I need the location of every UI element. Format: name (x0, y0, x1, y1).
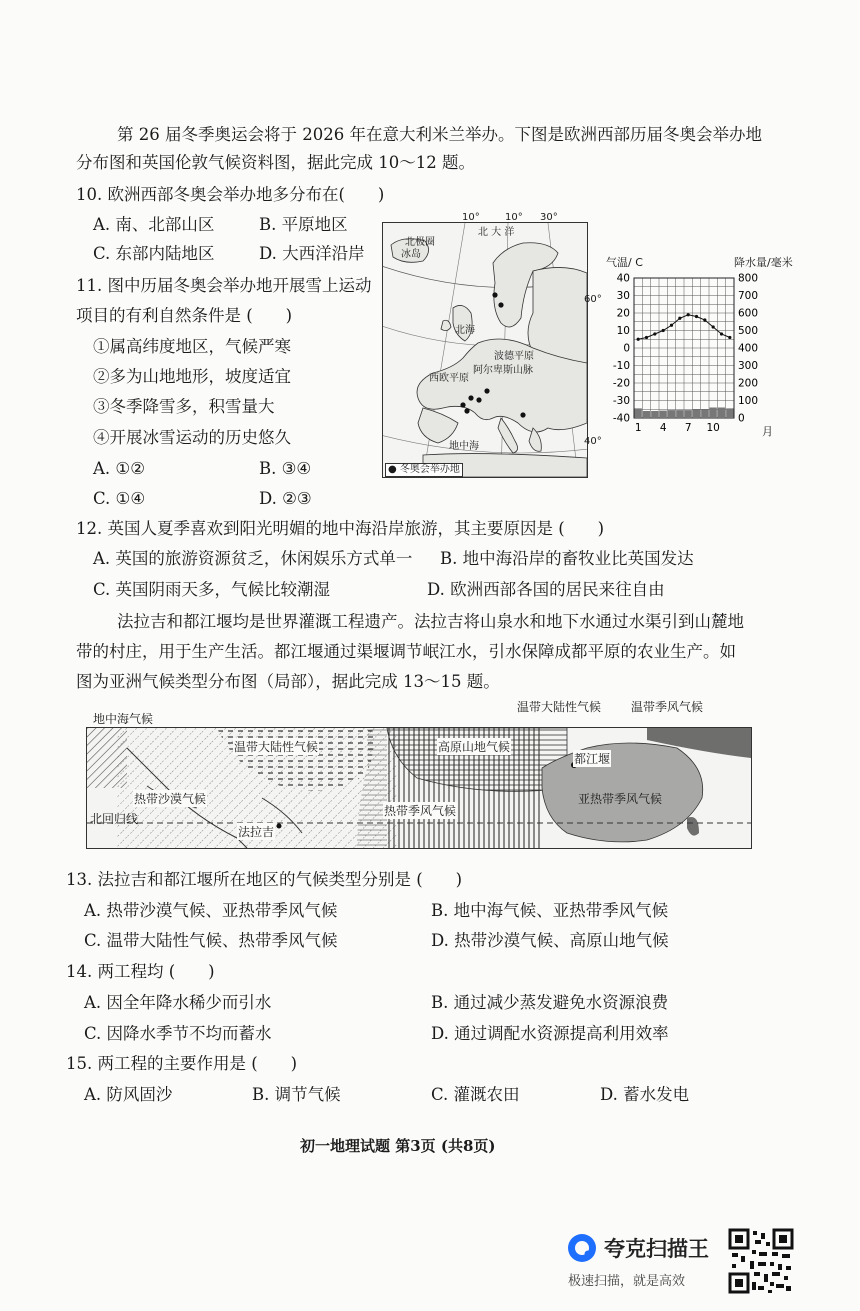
lon-label-3: 30° (540, 212, 558, 223)
temperature-point (678, 317, 681, 320)
q14-option-a[interactable]: A. 因全年降水稀少而引水 (84, 993, 272, 1012)
q10-option-b[interactable]: B. 平原地区 (259, 215, 348, 234)
q11-option-a[interactable]: A. ①② (93, 459, 145, 478)
qr-code-icon (728, 1228, 794, 1294)
temp-tick-label: 30 (616, 290, 630, 302)
label-plateau: 高原山地气候 (438, 740, 511, 754)
europe-map (382, 222, 588, 478)
q13-option-b[interactable]: B. 地中海气候、亚热带季风气候 (431, 901, 669, 920)
lat-label-40: 40° (584, 436, 602, 447)
q11-item-1: ①属高纬度地区，气候严寒 (93, 337, 291, 356)
temp-tick-label: 10 (616, 325, 630, 337)
precip-tick-label: 200 (738, 377, 759, 390)
map-label-iceland: 冰岛 (401, 249, 421, 260)
q11-stem-2: 项目的有利自然条件是 ( ) (76, 306, 293, 325)
asia-map-drawing (87, 728, 751, 848)
q15-option-b[interactable]: B. 调节气候 (252, 1085, 341, 1104)
q13-stem: 13. 法拉吉和都江堰所在地区的气候类型分别是 ( ) (66, 870, 463, 889)
map-label-polish-plain: 波德平原 (494, 351, 534, 362)
q11-option-d[interactable]: D. ②③ (259, 489, 312, 508)
precip-bar (651, 411, 658, 418)
map-label-atlantic: 北 大 洋 (478, 227, 515, 238)
label-mediterranean: 地中海气候 (93, 712, 154, 726)
page-footer: 初一地理试题 第3页 (共8页) (300, 1137, 496, 1155)
temp-tick-label: 20 (616, 307, 630, 320)
precip-tick-label: 700 (738, 290, 759, 302)
q15-option-c[interactable]: C. 灌溉农田 (431, 1085, 520, 1104)
temperature-point (720, 332, 723, 335)
chart-month-unit: 月 (762, 425, 773, 438)
label-temp-continental: 温带大陆性气候 (234, 740, 319, 754)
q10-option-a[interactable]: A. 南、北部山区 (93, 215, 215, 234)
q14-option-b[interactable]: B. 通过减少蒸发避免水资源浪费 (431, 993, 669, 1012)
map-legend: ● 冬奥会举办地 (385, 463, 463, 477)
label-desert: 热带沙漠气候 (134, 792, 207, 806)
label-dujiangyan: 都江堰 (574, 752, 611, 766)
month-tick-label: 10 (706, 422, 720, 434)
temperature-point (712, 325, 715, 328)
chart-title-precip: 降水量/毫米 (734, 256, 793, 269)
precip-tick-label: 300 (738, 360, 759, 372)
intro-line-2: 分布图和英国伦敦气候资料图，据此完成 10～12 题。 (76, 153, 475, 172)
label-tropical-monsoon: 热带季风气候 (384, 804, 457, 818)
precip-tick-label: 500 (738, 325, 759, 337)
climate-chart-svg (600, 252, 800, 442)
temperature-point (695, 315, 698, 318)
q12-stem: 12. 英国人夏季喜欢到阳光明媚的地中海沿岸旅游，其主要原因是 ( ) (76, 519, 605, 538)
temperature-point (637, 338, 640, 341)
chart-title-temp: 气温/ C (606, 256, 643, 269)
lat-label-60: 60° (584, 294, 602, 305)
precip-bar (643, 411, 650, 418)
quark-logo-icon (566, 1232, 598, 1264)
precip-bar (701, 409, 708, 418)
q11-option-c[interactable]: C. ①④ (93, 489, 146, 508)
q14-option-c[interactable]: C. 因降水季节不均而蓄水 (84, 1024, 272, 1043)
precip-tick-label: 800 (738, 272, 759, 285)
watermark-brand: 夸克扫描王 (604, 1237, 709, 1261)
q14-option-d[interactable]: D. 通过调配水资源提高利用效率 (431, 1024, 669, 1043)
map-label-arctic: 北极圈 (405, 237, 435, 248)
temperature-point (670, 324, 673, 327)
q13-option-d[interactable]: D. 热带沙漠气候、高原山地气候 (431, 931, 669, 950)
label-temp-monsoon-top: 温带季风气候 (631, 700, 704, 714)
intro-line-1: 第 26 届冬季奥运会将于 2026 年在意大利米兰举办。下图是欧洲西部历届冬奥会举办地 (117, 125, 762, 144)
q12-option-a[interactable]: A. 英国的旅游资源贫乏，休闲娱乐方式单一 (93, 549, 413, 568)
q12-option-b[interactable]: B. 地中海沿岸的畜牧业比英国发达 (440, 549, 694, 568)
map-label-med: 地中海 (449, 441, 479, 452)
month-tick-label: 1 (634, 422, 642, 434)
precip-bar (710, 408, 717, 419)
temp-tick-label: 0 (623, 342, 630, 355)
label-temp-continental-top: 温带大陆性气候 (517, 700, 602, 714)
q15-option-a[interactable]: A. 防风固沙 (84, 1085, 173, 1104)
q11-stem-1: 11. 图中历届冬奥会举办地开展雪上运动 (76, 276, 372, 295)
precip-bar (676, 410, 683, 418)
q10-option-d[interactable]: D. 大西洋沿岸 (259, 244, 365, 263)
precip-bar (685, 410, 692, 418)
month-tick-label: 7 (684, 422, 692, 434)
q11-item-3: ③冬季降雪多，积雪量大 (93, 397, 275, 416)
temperature-point (687, 313, 690, 316)
intro2-line-2: 带的村庄，用于生产生活。都江堰通过渠堰调节岷江水，引水保障成都平原的农业生产。如 (76, 642, 736, 661)
month-tick-label: 4 (659, 422, 667, 434)
temp-tick-label: -30 (612, 395, 630, 407)
temp-tick-label: 40 (616, 272, 630, 285)
lon-label-1: 10° (462, 212, 480, 223)
europe-map-drawing (383, 223, 587, 477)
watermark-slogan: 极速扫描，就是高效 (568, 1274, 686, 1289)
q15-stem: 15. 两工程的主要作用是 ( ) (66, 1054, 298, 1073)
q10-option-c[interactable]: C. 东部内陆地区 (93, 244, 215, 263)
lon-label-2: 10° (505, 212, 523, 223)
q10-stem: 10. 欧洲西部冬奥会举办地多分布在( ) (76, 185, 385, 204)
q12-option-c[interactable]: C. 英国阴雨天多，气候比较潮湿 (93, 580, 331, 599)
temperature-point (653, 332, 656, 335)
map-label-alps: 阿尔卑斯山脉 (473, 365, 533, 376)
temp-tick-label: -20 (612, 377, 630, 390)
intro2-line-3: 图为亚洲气候类型分布图（局部），据此完成 13～15 题。 (76, 672, 500, 691)
precip-tick-label: 400 (738, 342, 759, 355)
precip-bar (668, 410, 675, 418)
q15-option-d[interactable]: D. 蓄水发电 (600, 1085, 690, 1104)
precip-bar (726, 408, 733, 418)
label-subtropical-monsoon: 亚热带季风气候 (578, 792, 663, 806)
map-label-west-plain: 西欧平原 (429, 373, 469, 384)
precip-tick-label: 0 (738, 412, 745, 425)
temperature-point (662, 329, 665, 332)
precip-tick-label: 100 (738, 395, 759, 407)
precip-bar (635, 408, 642, 418)
temp-tick-label: -10 (612, 360, 630, 372)
temperature-point (728, 336, 731, 339)
asia-climate-map (86, 727, 752, 849)
temperature-point (645, 336, 648, 339)
precip-tick-label: 600 (738, 307, 759, 320)
label-falaj: 法拉吉 (238, 825, 275, 839)
climate-chart (600, 252, 800, 442)
map-label-north-sea: 北海 (455, 325, 475, 336)
q11-item-2: ②多为山地地形，坡度适宜 (93, 367, 291, 386)
temp-tick-label: -40 (612, 412, 630, 425)
precip-bar (718, 408, 725, 419)
q14-stem: 14. 两工程均 ( ) (66, 962, 215, 981)
q11-item-4: ④开展冰雪运动的历史悠久 (93, 428, 291, 447)
q13-option-c[interactable]: C. 温带大陆性气候、热带季风气候 (84, 931, 338, 950)
precip-bar (660, 411, 667, 418)
q12-option-d[interactable]: D. 欧洲西部各国的居民来往自由 (427, 580, 665, 599)
q13-option-a[interactable]: A. 热带沙漠气候、亚热带季风气候 (84, 901, 338, 920)
scanner-watermark (566, 1226, 806, 1296)
precip-bar (693, 409, 700, 418)
intro2-line-1: 法拉吉和都江堰均是世界灌溉工程遗产。法拉吉将山泉水和地下水通过水渠引到山麓地 (117, 612, 744, 631)
temperature-point (703, 318, 706, 321)
label-tropic: 北回归线 (90, 812, 139, 826)
q11-option-b[interactable]: B. ③④ (259, 459, 312, 478)
